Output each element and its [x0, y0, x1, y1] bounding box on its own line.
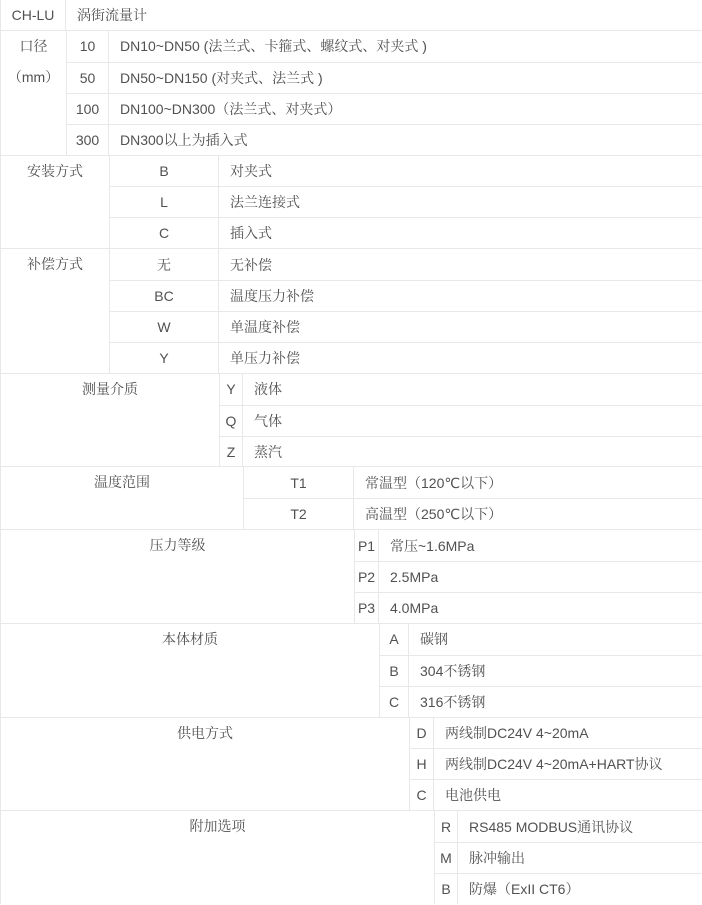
- option-code: A: [380, 624, 409, 655]
- option-row: [435, 842, 702, 873]
- option-row: [220, 374, 702, 405]
- option-row: [380, 655, 702, 686]
- option-desc: 高温型（250℃以下）: [365, 506, 503, 523]
- option-code: 50: [67, 63, 109, 93]
- option-row: [110, 186, 702, 217]
- option-desc: 法兰连接式: [230, 194, 300, 211]
- option-row: [410, 779, 702, 810]
- option-code: T1: [244, 467, 354, 498]
- option-desc: 2.5MPa: [390, 569, 439, 586]
- option-desc: 电池供电: [445, 787, 501, 804]
- option-code: W: [110, 312, 219, 342]
- option-code: H: [410, 749, 434, 779]
- option-desc: 插入式: [230, 225, 272, 242]
- option-desc: 无补偿: [230, 256, 272, 273]
- option-desc: 常压~1.6MPa: [390, 537, 475, 554]
- option-desc: 对夹式: [230, 163, 272, 179]
- option-row: [380, 624, 702, 655]
- option-row: [244, 498, 702, 529]
- section-power-supply-label: 供电方式: [177, 724, 233, 741]
- option-row: [355, 592, 702, 623]
- section-body-material-label: 本体材质: [162, 630, 218, 647]
- option-code: Y: [220, 374, 243, 405]
- option-desc: 两线制DC24V 4~20mA: [445, 725, 589, 742]
- option-desc: DN50~DN150 (对夹式、法兰式 ): [120, 69, 323, 86]
- option-desc: 碳钢: [420, 631, 448, 648]
- option-desc: 常温型（120℃以下）: [365, 474, 503, 491]
- option-code: 300: [67, 125, 109, 155]
- option-code: Q: [220, 406, 243, 436]
- option-row: [67, 93, 702, 124]
- option-desc: DN10~DN50 (法兰式、卡箍式、螺纹式、对夹式 ): [120, 38, 427, 55]
- option-desc: 两线制DC24V 4~20mA+HART协议: [445, 756, 663, 773]
- option-code: C: [410, 780, 434, 810]
- option-row: [355, 561, 702, 592]
- section-pressure-rating-label: 压力等级: [149, 537, 206, 554]
- option-code: D: [410, 718, 434, 749]
- section-medium-label: 测量介质: [82, 380, 138, 397]
- option-code: C: [380, 687, 409, 717]
- section-medium: [0, 373, 702, 467]
- section-temperature-range-label: 温度范围: [94, 474, 150, 491]
- option-row: [435, 873, 702, 904]
- option-code: B: [380, 656, 409, 686]
- section-compensation: [0, 248, 702, 373]
- option-desc: 温度压力补偿: [230, 288, 314, 305]
- option-desc: 单压力补偿: [230, 349, 300, 366]
- option-row: [67, 31, 702, 62]
- model-code: CH-LU: [1, 0, 66, 30]
- option-code: P1: [355, 530, 379, 561]
- section-compensation-label: 补偿方式: [27, 256, 83, 273]
- option-code: C: [110, 218, 219, 248]
- option-row: [110, 249, 702, 280]
- section-diameter-label: [1, 31, 66, 155]
- option-desc: 单温度补偿: [230, 318, 300, 335]
- option-row: [220, 436, 702, 467]
- option-code: 10: [67, 31, 109, 62]
- option-row: [110, 280, 702, 311]
- option-code: M: [435, 843, 458, 873]
- option-desc: 气体: [254, 412, 282, 429]
- option-row: [67, 124, 702, 155]
- option-desc: 蒸汽: [254, 443, 282, 460]
- option-row: [220, 405, 702, 436]
- section-diameter-label-line1: 口径: [19, 38, 48, 54]
- option-code: 100: [67, 94, 109, 124]
- option-code: B: [110, 156, 219, 187]
- option-desc: 防爆（ExII CT6）: [469, 880, 580, 897]
- model-name: 涡街流量计: [77, 7, 147, 23]
- option-desc: 脉冲输出: [469, 850, 525, 867]
- option-code: 无: [110, 249, 219, 280]
- option-row: [110, 342, 702, 373]
- option-desc: DN100~DN300（法兰式、对夹式）: [120, 100, 342, 117]
- option-code: R: [435, 811, 458, 842]
- section-pressure-rating: [0, 529, 702, 623]
- option-desc: RS485 MODBUS通讯协议: [469, 818, 634, 835]
- option-code: P3: [355, 593, 379, 623]
- section-power-supply: [0, 717, 702, 811]
- option-code: L: [110, 187, 219, 217]
- option-code: B: [435, 874, 458, 904]
- section-temperature-range: [0, 466, 702, 529]
- option-code: Z: [220, 437, 243, 467]
- section-installation-label: 安装方式: [27, 162, 83, 179]
- section-diameter-label-line2: （mm）: [7, 68, 60, 85]
- option-row: [244, 467, 702, 498]
- section-additional-options: [0, 810, 702, 904]
- model-row: [0, 0, 702, 30]
- option-row: [410, 718, 702, 749]
- option-row: [435, 811, 702, 842]
- option-row: [355, 530, 702, 561]
- option-desc: 液体: [254, 381, 282, 398]
- option-desc: 304不锈钢: [420, 662, 486, 679]
- option-row: [110, 311, 702, 342]
- option-code: Y: [110, 343, 219, 373]
- option-desc: 4.0MPa: [390, 599, 439, 616]
- option-row: [110, 156, 702, 187]
- option-code: BC: [110, 281, 219, 311]
- option-row: [67, 62, 702, 93]
- section-additional-options-label: 附加选项: [189, 818, 246, 835]
- option-row: [380, 686, 702, 717]
- section-diameter: [0, 30, 702, 155]
- option-row: [410, 748, 702, 779]
- section-body-material: [0, 623, 702, 717]
- option-row: [110, 217, 702, 248]
- section-installation: [0, 155, 702, 249]
- option-desc: DN300以上为插入式: [120, 131, 248, 148]
- option-code: T2: [244, 499, 354, 529]
- option-code: P2: [355, 562, 379, 592]
- option-desc: 316不锈钢: [420, 693, 486, 710]
